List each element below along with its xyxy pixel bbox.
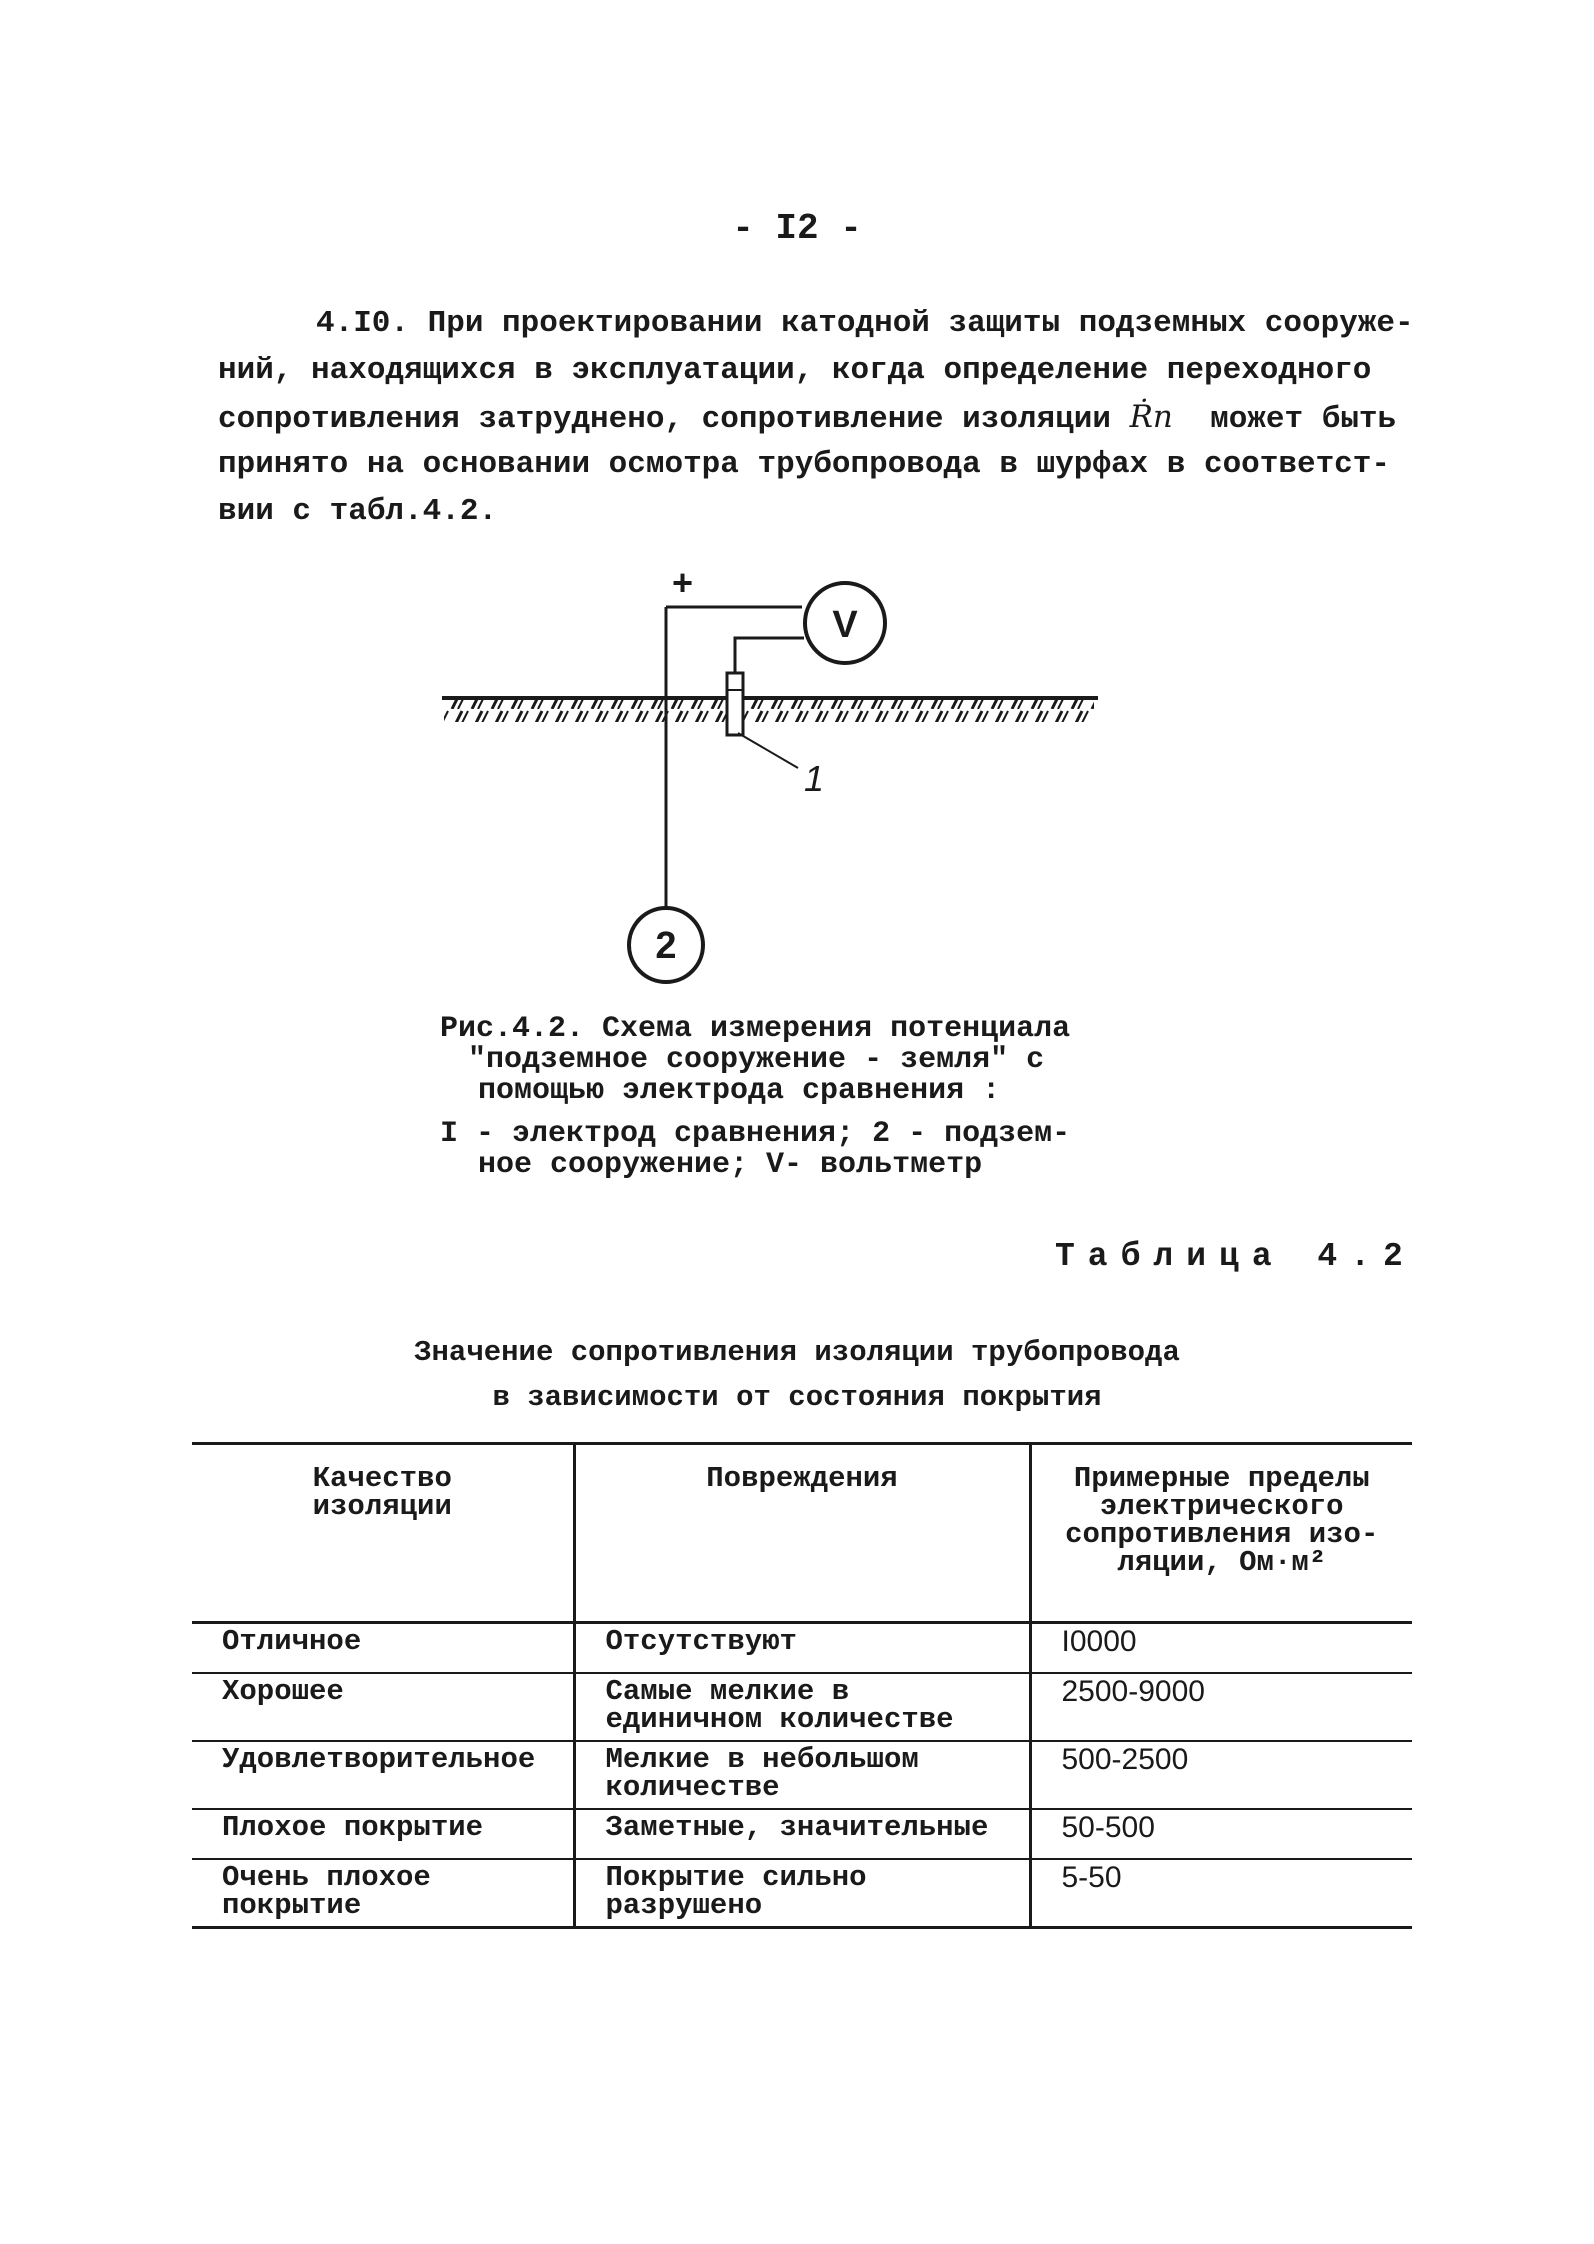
paragraph-line [218,394,1418,441]
cell-quality: Плохое покрытие [192,1809,574,1859]
header-line: сопротивления изо- [1065,1518,1379,1551]
cell-quality: Очень плохое покрытие [192,1859,574,1928]
page-number: - I2 - [732,208,862,249]
paragraph-line: принято на основании осмотра трубопровода в шурфах в соответст- [218,447,1390,482]
caption-line: помощью электрода сравнения : [478,1074,1001,1108]
header-resistance [1030,1444,1412,1623]
figure-caption [440,1014,1140,1181]
table-header-row [192,1444,1412,1623]
electrode-label: 1 [804,758,825,799]
cell-damage: Отсутствуют [574,1623,1030,1674]
cell-value: 500-2500 [1030,1741,1412,1809]
header-line: Примерные пределы [1073,1462,1370,1495]
paragraph-line-tail: может быть [1210,402,1397,437]
table-title-line: Значение сопротивления изоляции трубопровода [414,1336,1180,1369]
header-quality [192,1444,574,1623]
table-row [192,1673,1412,1741]
paragraph-4-10 [218,300,1418,535]
header-line: Повреждения [706,1462,898,1495]
cell-value: 2500-9000 [1030,1673,1412,1741]
table-label: Таблица 4.2 [1055,1238,1416,1275]
voltmeter-label: V [832,604,858,646]
header-line: Качество [312,1462,452,1495]
cell-damage: Самые мелкие в единичном количестве [574,1673,1030,1741]
table-title-line: в зависимости от состояния покрытия [492,1381,1102,1414]
cell-damage: Мелкие в небольшом количестве [574,1741,1030,1809]
paragraph-line: 4.I0. При проектировании катодной защиты подземных сооруже- [316,306,1414,341]
paragraph-line: ний, находящихся в эксплуатации, когда определение переходного [218,353,1372,388]
cell-damage: Заметные, значительные [574,1809,1030,1859]
ground-hatching [444,700,1094,722]
table-row [192,1623,1412,1674]
structure-label: 2 [655,925,677,967]
caption-line: "подземное сооружение - земля" с [468,1043,1045,1077]
table-title [0,1330,1594,1420]
electrode-wire [735,638,804,673]
cell-damage: Покрытие сильно разрушено [574,1859,1030,1928]
cell-quality: Отличное [192,1623,574,1674]
cell-quality: Хорошее [192,1673,574,1741]
table-row [192,1741,1412,1809]
header-line: электрического [1099,1490,1344,1523]
cell-value: 5-50 [1030,1859,1412,1928]
header-line: ляции, Ом·м² [1117,1546,1327,1579]
insulation-resistance-table [192,1442,1412,1929]
measurement-diagram [430,555,1110,1005]
table-row [192,1859,1412,1928]
cell-quality: Удовлетворительное [192,1741,574,1809]
caption-line: Рис.4.2. Схема измерения потенциала [440,1012,1071,1046]
caption-legend-line: ное сооружение; V- вольтметр [478,1148,983,1182]
paragraph-line-text: сопротивления затруднено, сопротивление изоляции [218,402,1111,437]
electrode-leader [738,733,798,768]
insulation-resistance-symbol: Ṙп [1129,399,1173,435]
paragraph-line: вии с табл.4.2. [218,494,498,529]
header-damage [574,1444,1030,1623]
cell-value: I0000 [1030,1623,1412,1674]
caption-legend-line: I - электрод сравнения; 2 - подзем- [440,1117,1071,1151]
cell-value: 50-500 [1030,1809,1412,1859]
plus-sign: + [672,562,694,603]
table-row [192,1809,1412,1859]
reference-electrode [727,673,743,735]
header-line: изоляции [312,1490,452,1523]
